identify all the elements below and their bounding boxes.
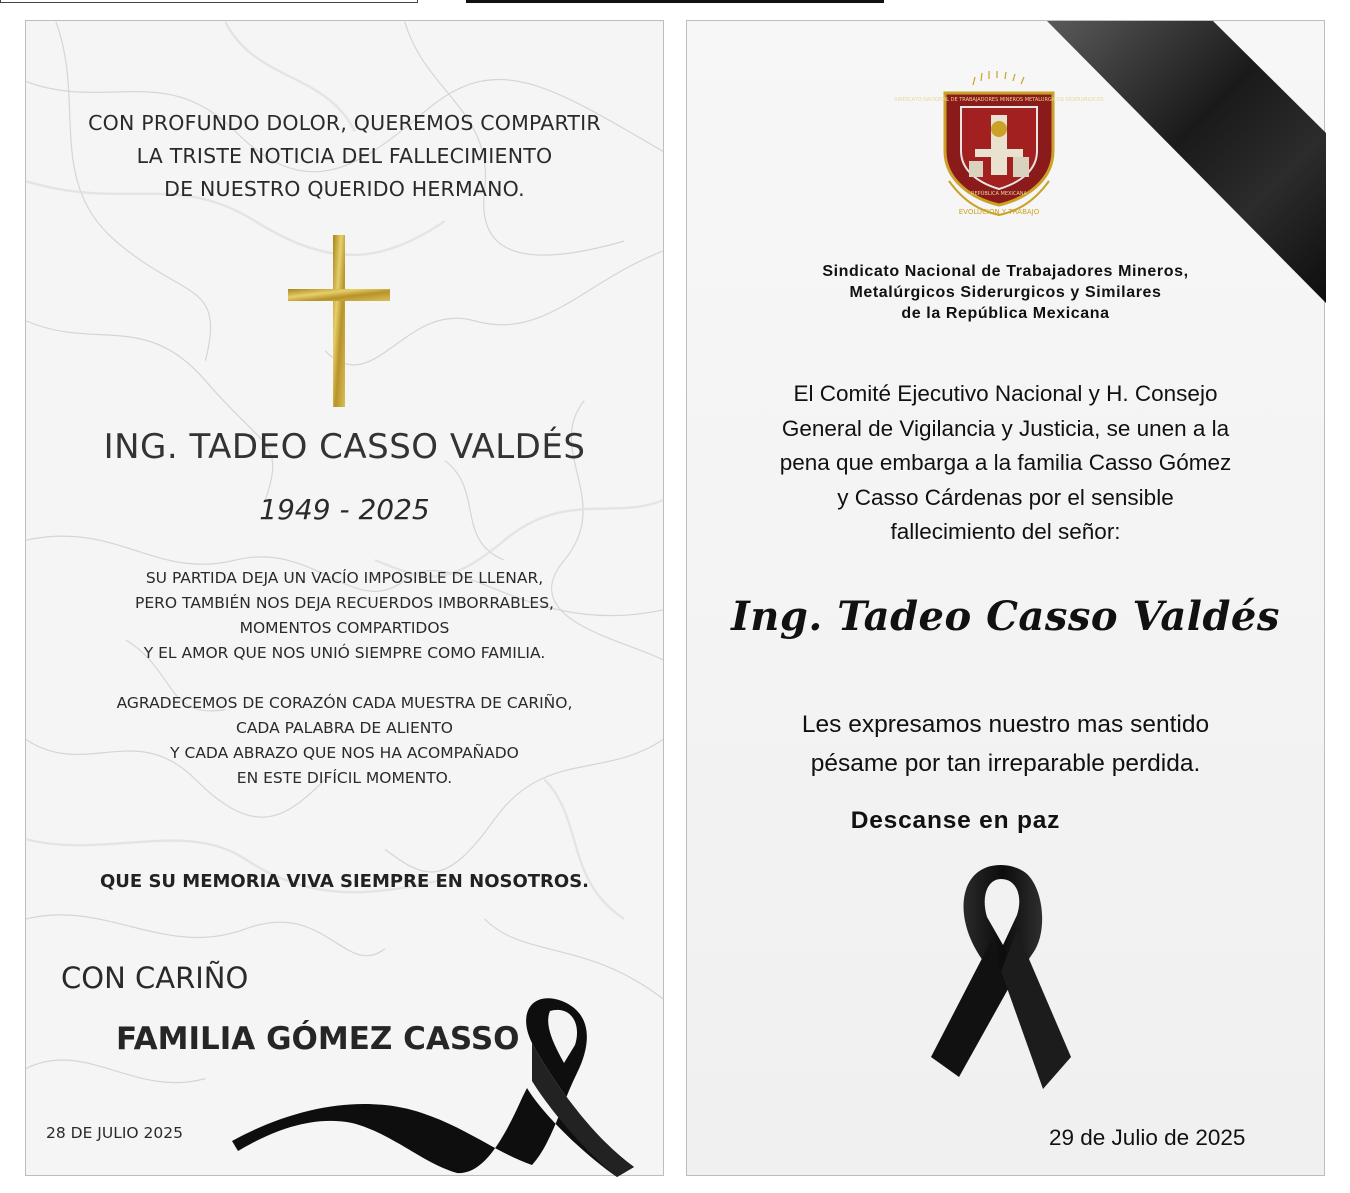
union-logo-icon <box>894 71 1104 217</box>
committee-message <box>687 377 1324 550</box>
committee-line: El Comité Ejecutivo Nacional y H. Consejo <box>793 381 1218 406</box>
rest-in-peace: Descanse en paz <box>850 807 1061 834</box>
thanks-line: EN ESTE DIFÍCIL MOMENTO. <box>236 769 453 787</box>
union-line: Sindicato Nacional de Trabajadores Mineros, <box>822 263 1189 280</box>
condolence-date: 29 de Julio de 2025 <box>1049 1125 1246 1150</box>
intro-text <box>26 107 663 206</box>
condolence-line: Les expresamos nuestro mas sentido <box>801 711 1210 738</box>
intro-line: CON PROFUNDO DOLOR, QUEREMOS COMPARTIR <box>88 111 601 135</box>
deceased-name: ING. TADEO CASSO VALDÉS <box>103 427 586 467</box>
union-line: de la República Mexicana <box>901 305 1110 322</box>
condolence-line: pésame por tan irreparable perdida. <box>810 750 1201 777</box>
logo-bottom-text: REPÚBLICA MEXICANA <box>971 191 1027 197</box>
tribute-paragraph <box>26 566 663 666</box>
gold-cross-icon <box>288 235 390 407</box>
memory-line: QUE SU MEMORIA VIVA SIEMPRE EN NOSOTROS. <box>99 871 590 892</box>
with-love-label: CON CARIÑO <box>61 961 249 995</box>
family-signature: FAMILIA GÓMEZ CASSO <box>116 1021 520 1057</box>
thanks-paragraph <box>26 691 663 791</box>
committee-line: fallecimiento del señor: <box>890 519 1121 544</box>
union-condolence-card <box>686 20 1325 1176</box>
deceased-name-script: Ing. Tadeo Casso Valdés <box>731 593 1280 640</box>
committee-line: General de Vigilancia y Justicia, se unen a la <box>781 415 1230 441</box>
thanks-line: Y CADA ABRAZO QUE NOS HA ACOMPAÑADO <box>170 744 519 762</box>
tribute-line: SU PARTIDA DEJA UN VACÍO IMPOSIBLE DE LLENAR, <box>145 569 544 587</box>
top-edge-frame <box>0 0 418 3</box>
committee-line: pena que embarga a la familia Casso Gómez <box>779 450 1232 475</box>
union-name <box>687 261 1324 324</box>
condolence-message <box>687 705 1324 783</box>
black-ribbon-icon <box>232 993 637 1177</box>
obituary-date: 28 DE JULIO 2025 <box>46 1124 184 1142</box>
top-edge-bar <box>466 0 884 3</box>
intro-line: DE NUESTRO QUERIDO HERMANO. <box>164 177 525 201</box>
committee-line: y Casso Cárdenas por el sensible <box>837 484 1174 510</box>
logo-ring-text: SINDICATO NACIONAL DE TRABAJADORES MINEROS METALURGICOS SIDERURGICOS <box>894 97 1104 103</box>
tribute-line: MOMENTOS COMPARTIDOS <box>239 619 450 637</box>
logo-motto: EVOLUCION Y TRABAJO <box>958 208 1040 216</box>
family-obituary-card <box>25 20 664 1176</box>
thanks-line: AGRADECEMOS DE CORAZÓN CADA MUESTRA DE CARIÑO, <box>116 694 573 712</box>
intro-line: LA TRISTE NOTICIA DEL FALLECIMIENTO <box>136 144 553 168</box>
tribute-line: Y EL AMOR QUE NOS UNIÓ SIEMPRE COMO FAMILIA. <box>143 644 546 662</box>
black-ribbon-icon <box>931 861 1071 1093</box>
tribute-line: PERO TAMBIÉN NOS DEJA RECUERDOS IMBORRABLES, <box>135 594 554 612</box>
thanks-line: CADA PALABRA DE ALIENTO <box>236 719 453 737</box>
union-line: Metalúrgicos Siderurgicos y Similares <box>849 284 1162 301</box>
life-years: 1949 - 2025 <box>259 493 430 526</box>
